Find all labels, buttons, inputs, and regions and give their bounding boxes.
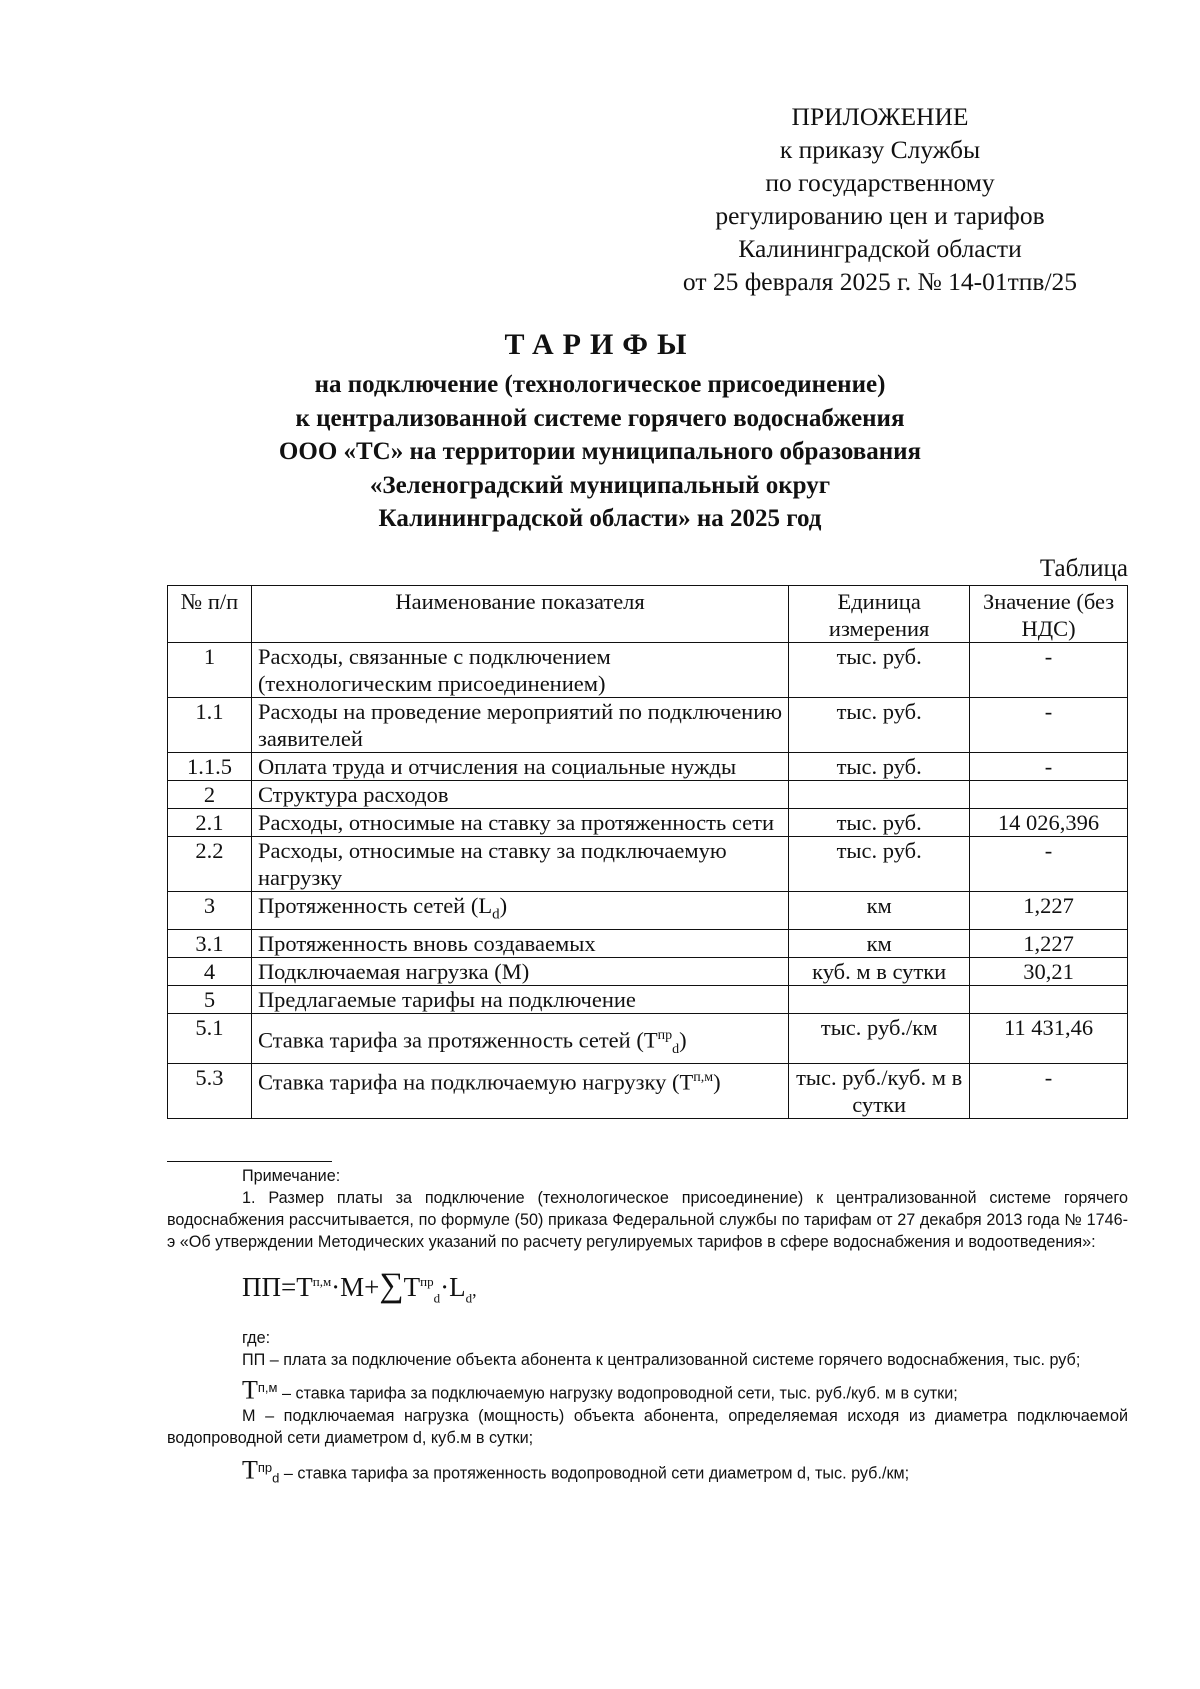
formula-t-sup: п,м — [312, 1274, 332, 1289]
row-num: 2.1 — [168, 809, 252, 837]
table-row — [168, 1013, 1128, 1063]
table-caption: Таблица — [1039, 555, 1128, 582]
row-num: 5 — [168, 985, 252, 1013]
row-num: 1 — [168, 643, 252, 698]
tpm-symbol: T — [242, 1375, 258, 1405]
row-unit: тыс. руб./км — [789, 1013, 970, 1063]
formula-td-sub: d — [433, 1290, 441, 1306]
table-row — [168, 753, 1128, 781]
row-name-sub: d — [672, 1041, 680, 1057]
notes-tpm-definition — [167, 1377, 1128, 1404]
payment-formula — [242, 1259, 1128, 1321]
row-value: 14 026,396 — [970, 809, 1128, 837]
subtitle-line: ООО «ТС» на территории муниципального образования — [278, 438, 922, 465]
row-value — [970, 985, 1128, 1013]
row-unit: тыс. руб. — [789, 643, 970, 698]
table-row — [168, 781, 1128, 809]
row-unit: км — [789, 892, 970, 930]
table-row — [168, 809, 1128, 837]
row-num: 1.1 — [168, 698, 252, 753]
row-name — [251, 892, 788, 930]
formula-td: T — [403, 1272, 421, 1302]
row-name: Расходы, связанные с подключением (технологическим присоединением) — [251, 643, 788, 698]
notes-where: где: — [242, 1329, 271, 1348]
document-title: ТАРИФЫ — [504, 328, 696, 361]
row-name-sub: d — [492, 906, 500, 923]
row-name-text: Ставка тарифа на подключаемую нагрузку (Т — [257, 1069, 694, 1094]
table-row — [168, 643, 1128, 698]
row-value: - — [970, 643, 1128, 698]
row-name-text: Ставка тарифа за протяженность сетей ( — [257, 1027, 644, 1052]
formula-td-sup: пр — [420, 1274, 434, 1289]
table-row — [168, 837, 1128, 892]
row-num: 2.2 — [168, 837, 252, 892]
row-value: - — [970, 1063, 1128, 1118]
row-value: 1,227 — [970, 892, 1128, 930]
table-row — [168, 929, 1128, 957]
tpm-symbol-sup: п,м — [257, 1380, 278, 1396]
row-value: 11 431,46 — [970, 1013, 1128, 1063]
row-unit: тыс. руб. — [789, 753, 970, 781]
subtitle-line: на подключение (технологическое присоединение) — [314, 371, 886, 398]
formula-sum-sign: ∑ — [379, 1267, 404, 1304]
row-name: Оплата труда и отчисления на социальные нужды — [251, 753, 788, 781]
table-row — [168, 698, 1128, 753]
notes-block — [167, 1165, 1128, 1489]
row-name — [251, 1063, 788, 1118]
subtitle-line: «Зеленоградский муниципальный округ — [369, 471, 831, 499]
row-unit — [789, 781, 970, 809]
row-name: Структура расходов — [251, 781, 788, 809]
header-num: № п/п — [168, 586, 252, 643]
formula-eq: = — [281, 1272, 297, 1302]
header-value: Значение (без НДС) — [970, 586, 1128, 643]
row-num: 3 — [168, 892, 252, 930]
row-unit: куб. м в сутки — [789, 957, 970, 985]
row-num: 4 — [168, 957, 252, 985]
table-row — [168, 985, 1128, 1013]
appendix-line: к приказу Службы — [779, 135, 981, 164]
row-num: 3.1 — [168, 929, 252, 957]
appendix-block — [620, 100, 1140, 298]
tpr-symbol: T — [242, 1455, 258, 1485]
formula-t: T — [296, 1272, 313, 1302]
row-unit: тыс. руб./куб. м в сутки — [789, 1063, 970, 1118]
formula-l-sub: d — [465, 1290, 473, 1306]
table-header-row — [168, 586, 1128, 643]
row-value: - — [970, 837, 1128, 892]
tpr-symbol-sup: пр — [257, 1459, 273, 1475]
appendix-line: регулированию цен и тарифов — [715, 201, 1045, 230]
formula-comma: , — [472, 1280, 477, 1300]
tpr-text: – ставка тарифа за протяженность водопроводной сети диаметром d, тыс. руб./км; — [279, 1464, 910, 1483]
row-name-end: ) — [679, 1027, 687, 1052]
header-unit: Единица измерения — [789, 586, 970, 643]
row-value: - — [970, 753, 1128, 781]
tariffs-table — [167, 585, 1128, 1119]
row-value — [970, 781, 1128, 809]
notes-m-definition: М – подключаемая нагрузка (мощность) объекта абонента, определяемая исходя из диаметра подключаемой водопроводной сети диаметром d, куб.м в сутки; — [167, 1406, 1128, 1447]
notes-tpr-definition — [167, 1457, 1128, 1490]
notes-pp-definition: ПП – плата за подключение объекта абонента к централизованной системе горячего водоснабжения, тыс. руб; — [242, 1351, 1081, 1370]
appendix-line: ПРИЛОЖЕНИЕ — [791, 102, 969, 131]
row-value: 1,227 — [970, 929, 1128, 957]
table-row — [168, 1063, 1128, 1118]
appendix-line: Калининградской области — [738, 234, 1022, 263]
footnote-divider — [167, 1161, 332, 1162]
document-subtitle — [150, 368, 1050, 536]
tpr-symbol-sub: d — [272, 1470, 280, 1486]
table-row — [168, 892, 1128, 930]
row-name-symbol: T — [643, 1027, 658, 1052]
row-name-end: ) — [499, 893, 508, 918]
row-name: Расходы, относимые на ставку за подключаемую нагрузку — [251, 837, 788, 892]
formula-dot-m: ·M+ — [331, 1272, 380, 1302]
row-num: 2 — [168, 781, 252, 809]
subtitle-line: Калининградской области» на 2025 год — [378, 505, 822, 532]
notes-paragraph-1: 1. Размер платы за подключение (технологическое присоединение) к централизованной системе горячего водоснабжения рассчитывается, по формуле (50) приказа Федеральной службы по тарифам от 27 декабря 2013 года № 1746-э «Об утверждении Методических указаний по расчету регулируемых тарифов в сфере водоснабжения и водоотведения»: — [167, 1189, 1128, 1251]
row-num: 5.3 — [168, 1063, 252, 1118]
row-unit — [789, 985, 970, 1013]
row-num: 1.1.5 — [168, 753, 252, 781]
table-row — [168, 957, 1128, 985]
appendix-line: от 25 февраля 2025 г. № 14-01тпв/25 — [682, 267, 1078, 296]
row-name-sup: пр — [657, 1027, 673, 1043]
row-name-text: Протяженность сетей (L — [257, 893, 493, 918]
row-unit: тыс. руб. — [789, 698, 970, 753]
row-unit: тыс. руб. — [789, 837, 970, 892]
row-value: 30,21 — [970, 957, 1128, 985]
appendix-line: по государственному — [765, 168, 995, 197]
row-name-sup: п,м — [693, 1069, 714, 1085]
row-name — [251, 1013, 788, 1063]
row-num: 5.1 — [168, 1013, 252, 1063]
row-value: - — [970, 698, 1128, 753]
row-name: Подключаемая нагрузка (М) — [251, 957, 788, 985]
tpm-text: – ставка тарифа за подключаемую нагрузку водопроводной сети, тыс. руб./куб. м в сутки; — [277, 1384, 958, 1403]
row-unit: км — [789, 929, 970, 957]
row-name-end: ) — [713, 1069, 721, 1094]
row-name: Расходы, относимые на ставку за протяженность сети — [251, 809, 788, 837]
formula-dot-l: ·L — [440, 1272, 466, 1302]
header-name: Наименование показателя — [251, 586, 788, 643]
row-name: Расходы на проведение мероприятий по подключению заявителей — [251, 698, 788, 753]
row-unit: тыс. руб. — [789, 809, 970, 837]
formula-lhs: ПП — [242, 1272, 281, 1302]
row-name: Предлагаемые тарифы на подключение — [251, 985, 788, 1013]
subtitle-line: к централизованной системе горячего водоснабжения — [295, 404, 905, 432]
row-name: Протяженность вновь создаваемых — [251, 929, 788, 957]
notes-heading: Примечание: — [242, 1167, 341, 1185]
